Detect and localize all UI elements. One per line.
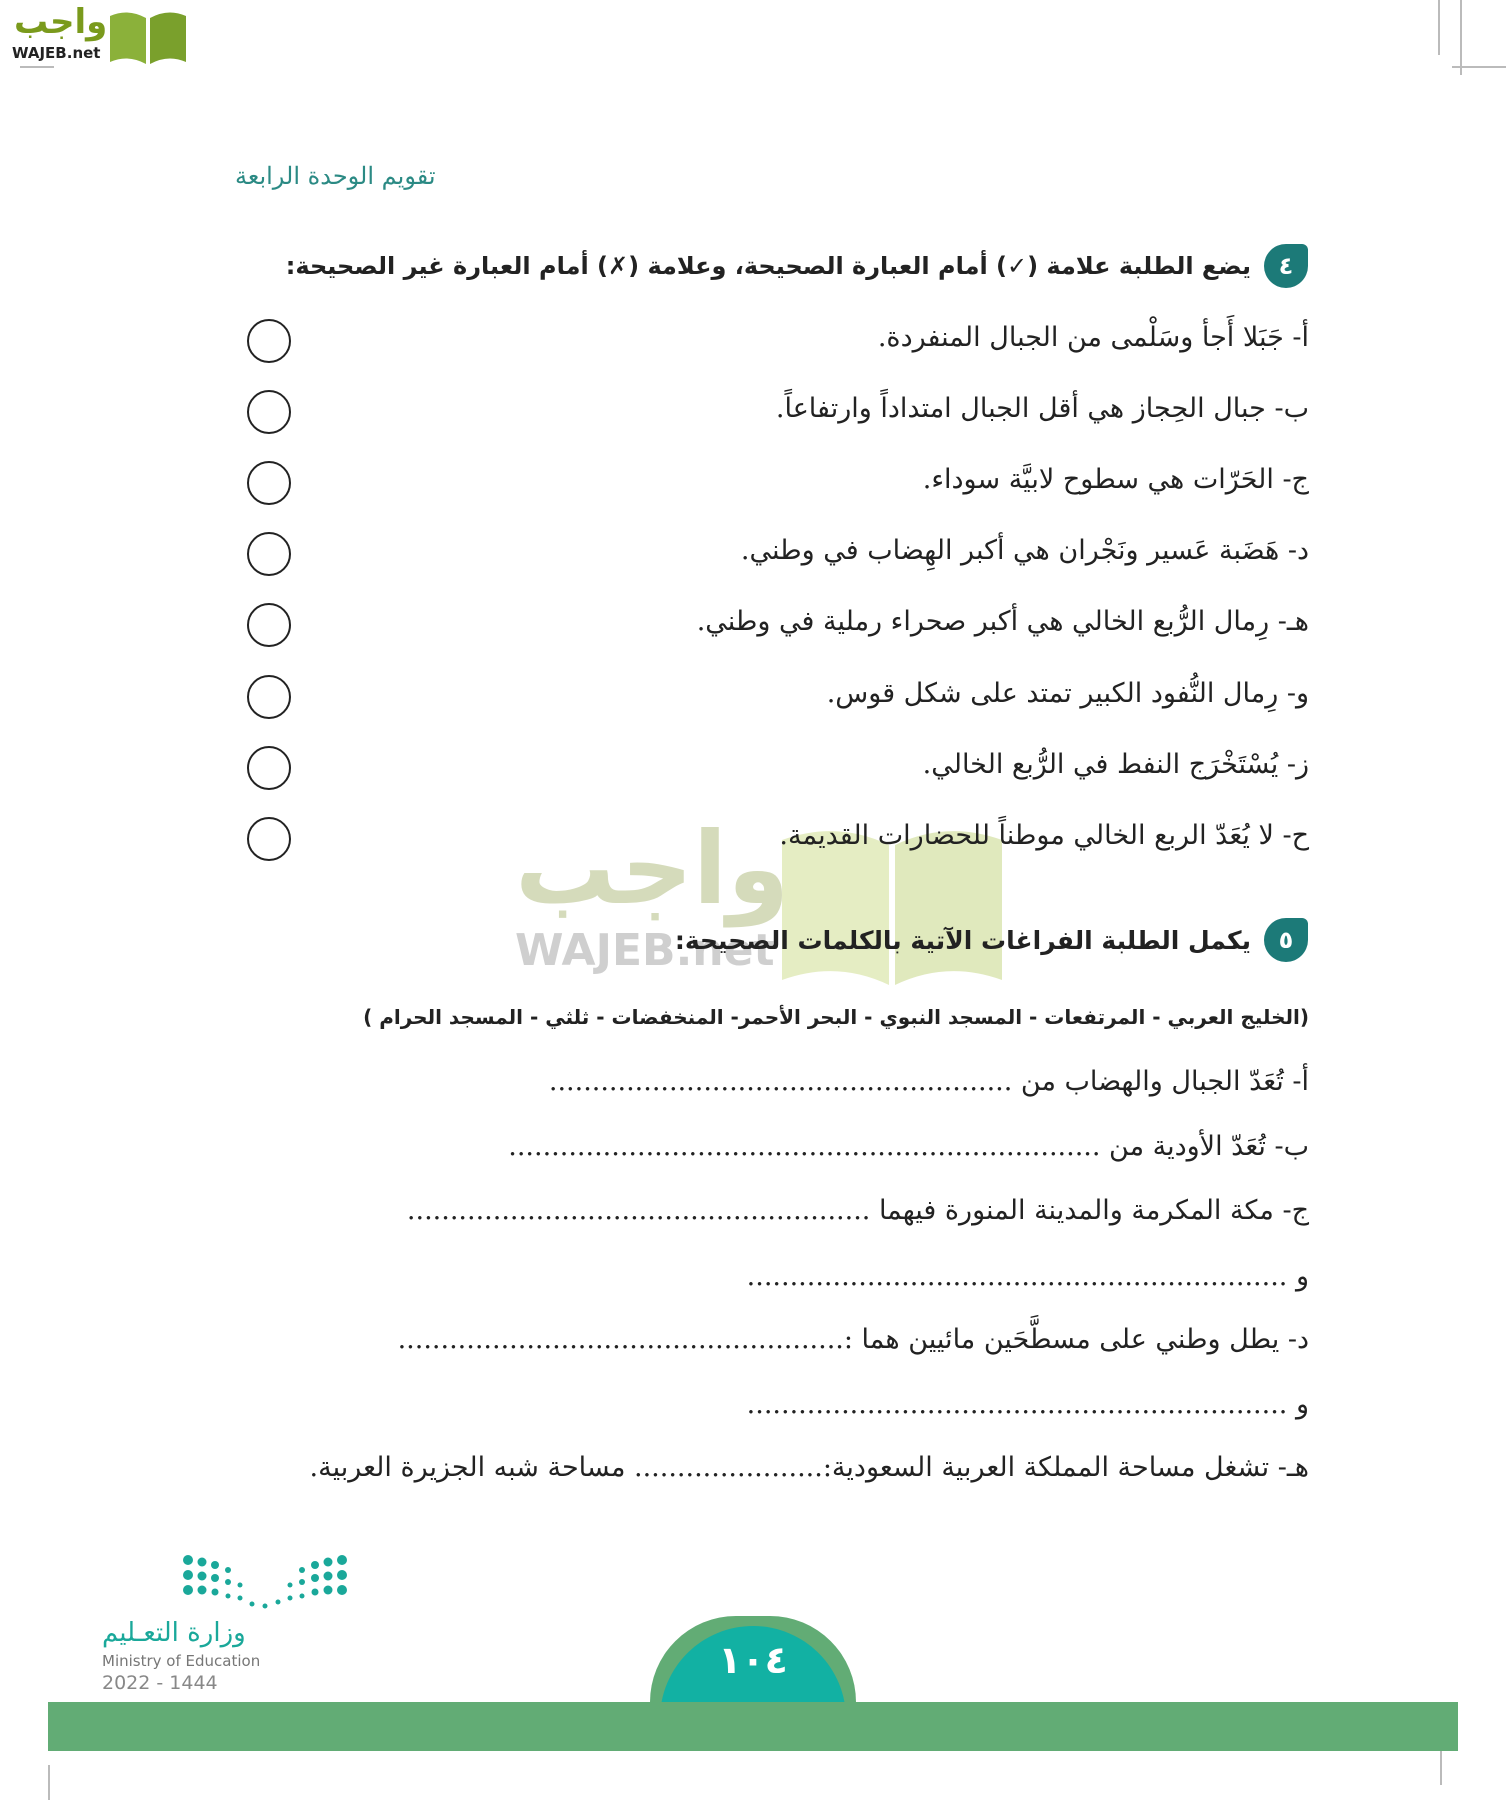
answer-circle[interactable]: [247, 319, 291, 363]
fill-blank-item[interactable]: و ...............................................................: [746, 1389, 1309, 1420]
fill-blank-item[interactable]: د- يطل وطني على مسطَّحَين مائيين هما :....................................................: [397, 1324, 1309, 1355]
crop-mark: [1438, 0, 1440, 55]
statement-item: ج- الحَرّات هي سطوح لابيَّة سوداء.: [922, 464, 1309, 495]
statement-item: هـ- رِمال الرُّبع الخالي هي أكبر صحراء رملية في وطني.: [696, 606, 1309, 637]
answer-circle[interactable]: [247, 603, 291, 647]
answer-circle[interactable]: [247, 532, 291, 576]
question-instruction: يضع الطلبة علامة (✓) أمام العبارة الصحيحة، وعلامة (✗) أمام العبارة غير الصحيحة:: [285, 252, 1251, 280]
logo-arabic: واجب: [14, 2, 108, 42]
crop-mark: [48, 1765, 50, 1800]
logo-latin: WAJEB.net: [12, 44, 101, 62]
statement-item: و- رِمال النُّفود الكبير تمتد على شكل قوس.: [826, 678, 1309, 709]
book-icon: [108, 8, 188, 66]
crop-mark: [1460, 0, 1462, 75]
statement-item: ز- يُسْتَخْرَج النفط في الرُّبع الخالي.: [922, 749, 1309, 780]
wajeb-logo[interactable]: [8, 4, 188, 66]
question-number-badge: ٤: [1264, 244, 1308, 288]
answer-circle[interactable]: [247, 746, 291, 790]
fill-blank-item[interactable]: ب- تُعَدّ الأودية من .....................................................................: [508, 1131, 1309, 1162]
watermark-latin: WAJEB.net: [515, 925, 775, 976]
word-bank: (الخليج العربي - المرتفعات - المسجد النبوي - البحر الأحمر- المنخفضات - ثلثي - المسجد الحرام ): [363, 1005, 1309, 1029]
statement-item: ب- جبال الحِجاز هي أقل الجبال امتداداً وارتفاعاً.: [775, 393, 1309, 424]
answer-circle[interactable]: [247, 817, 291, 861]
page-number-badge: [650, 1616, 856, 1702]
edition-year: 2022 - 1444: [102, 1672, 218, 1694]
ministry-dots-icon: [180, 1552, 350, 1612]
fill-blank-item[interactable]: ج- مكة المكرمة والمدينة المنورة فيهما ......................................................: [406, 1195, 1309, 1226]
fill-blank-item[interactable]: أ- تُعَدّ الجبال والهضاب من ......................................................: [548, 1066, 1309, 1097]
section-title: تقويم الوحدة الرابعة: [235, 162, 436, 190]
footer-bar: [48, 1702, 1458, 1751]
crop-mark: [20, 66, 54, 68]
statement-item: أ- جَبَلا أَجأ وسَلْمى من الجبال المنفردة.: [877, 322, 1309, 353]
question-instruction: يكمل الطلبة الفراغات الآتية بالكلمات الصحيحة:: [674, 926, 1251, 955]
statement-item: ح- لا يُعَدّ الربع الخالي موطناً للحضارات القديمة.: [779, 820, 1309, 851]
ministry-name-en: Ministry of Education: [102, 1652, 261, 1670]
answer-circle[interactable]: [247, 675, 291, 719]
page-number: ١٠٤: [718, 1638, 788, 1682]
question-number-badge: ٥: [1264, 918, 1308, 962]
crop-mark: [1452, 66, 1506, 68]
watermark-arabic: واجب: [515, 810, 790, 927]
ministry-name-ar: وزارة التعـليم: [102, 1618, 246, 1648]
ministry-logo: [100, 1552, 360, 1700]
fill-blank-item[interactable]: و ...............................................................: [746, 1261, 1309, 1292]
fill-blank-item[interactable]: هـ- تشغل مساحة المملكة العربية السعودية:...................... مساحة شبه الجزيرة العربية.: [309, 1452, 1309, 1483]
crop-mark: [1440, 1745, 1442, 1785]
answer-circle[interactable]: [247, 390, 291, 434]
answer-circle[interactable]: [247, 461, 291, 505]
statement-item: د- هَضَبة عَسير ونَجْران هي أكبر الهِضاب في وطني.: [740, 535, 1309, 566]
